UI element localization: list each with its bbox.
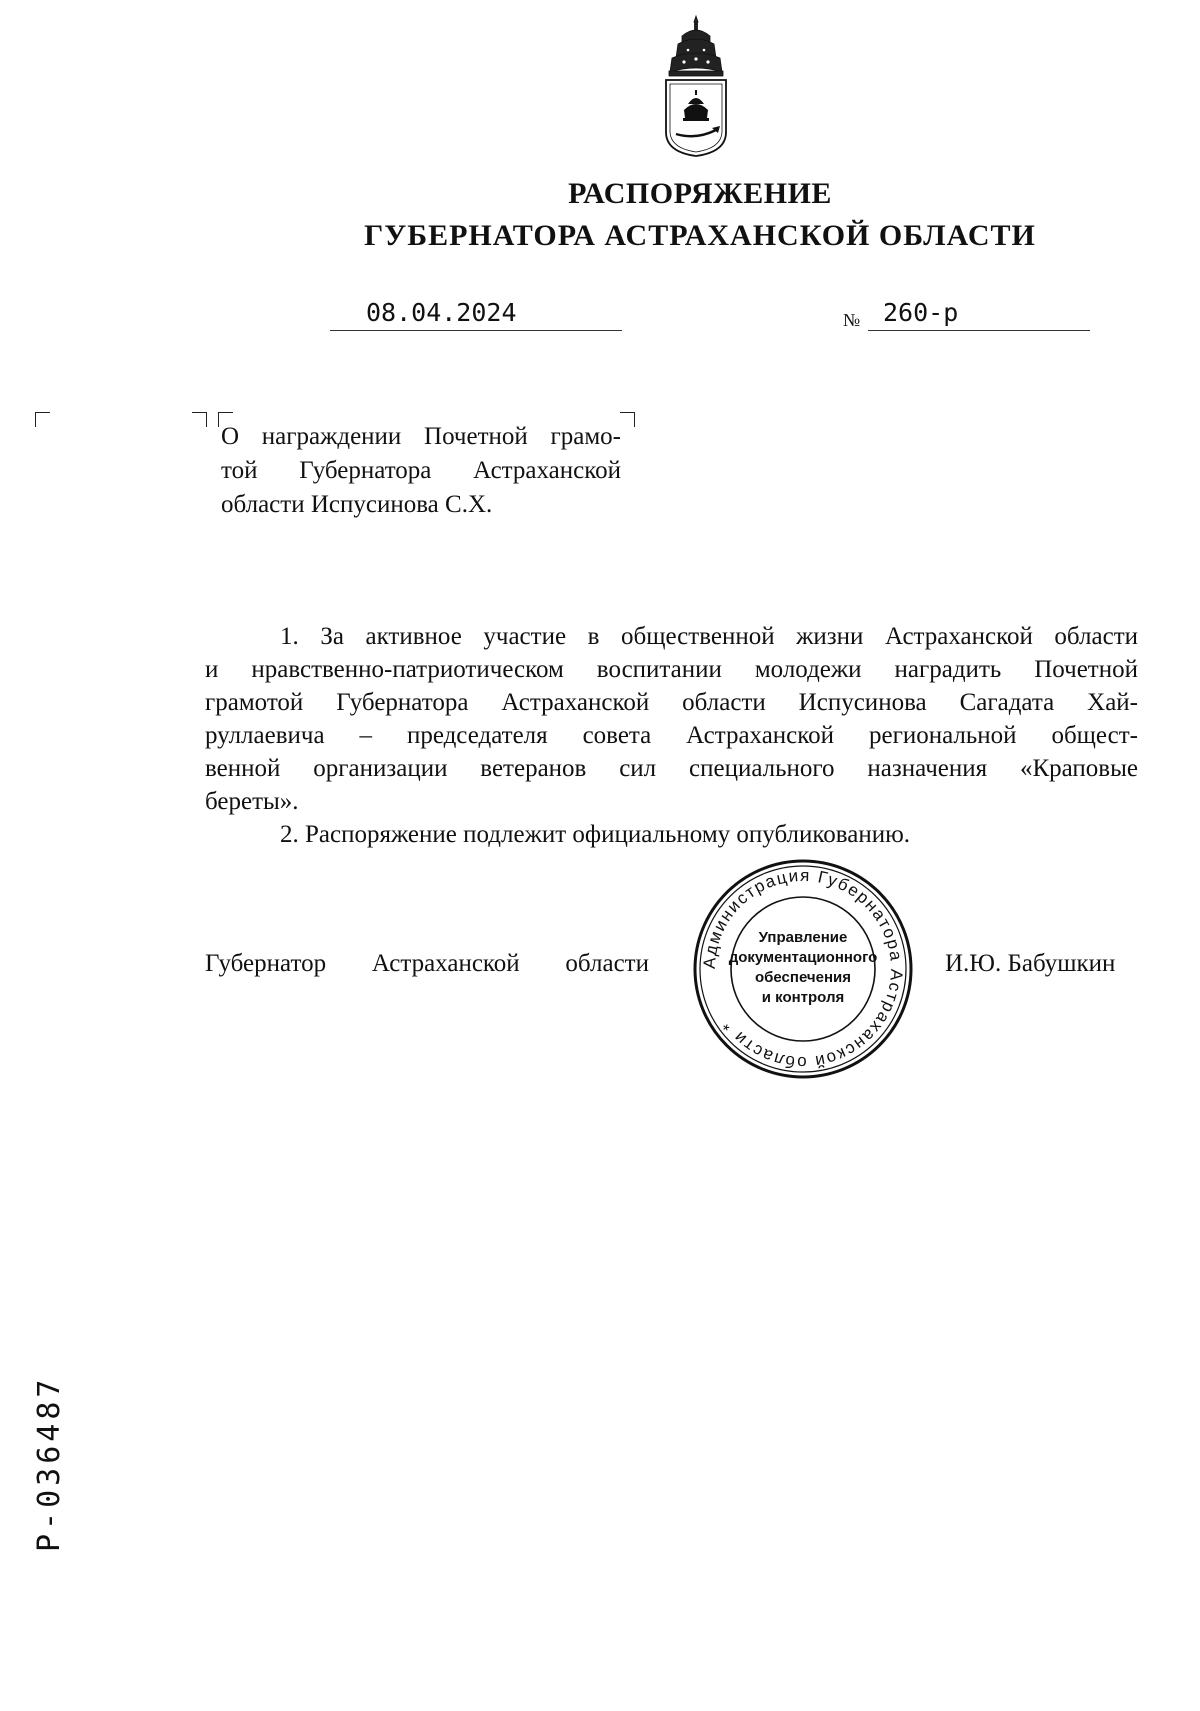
subject-line: той Губернатора Астраханской <box>221 457 621 484</box>
body-line: 2. Распоряжение подлежит официальному опубликованию. <box>280 821 911 848</box>
document-issuer: ГУБЕРНАТОРА АСТРАХАНСКОЙ ОБЛАСТИ <box>364 219 1036 252</box>
body-line: руллаевича – председателя совета Астраханской региональной общест- <box>205 722 1138 749</box>
svg-text:и контроля: и контроля <box>761 989 845 1006</box>
subject-line: области Испусинова С.Х. <box>221 491 493 518</box>
svg-text:документационного: документационного <box>728 949 878 966</box>
corner-mark-right <box>620 412 635 427</box>
body-line: венной организации ветеранов сил специального назначения «Краповые <box>205 755 1138 782</box>
coat-of-arms-icon <box>660 14 732 159</box>
signature-name: И.Ю. Бабушкин <box>945 950 1116 977</box>
signature-title: Губернатор Астраханской области <box>205 950 649 977</box>
body-line: береты». <box>205 788 299 815</box>
document-title: РАСПОРЯЖЕНИЕ <box>568 177 832 210</box>
number-sign: № <box>843 310 861 330</box>
body-line: 1. За активное участие в общественной жизни Астраханской области <box>280 623 1138 650</box>
document-body <box>205 620 1138 851</box>
svg-text:обеспечения: обеспечения <box>754 969 852 986</box>
number-underline <box>868 330 1090 331</box>
official-seal-stamp <box>692 858 914 1080</box>
body-line: и нравственно-патриотическом воспитании молодежи наградить Почетной <box>205 656 1138 683</box>
date-underline <box>330 330 622 331</box>
svg-text:Управление: Управление <box>758 929 848 946</box>
corner-mark <box>192 412 207 427</box>
body-line: грамотой Губернатора Астраханской области Испусинова Сагадата Хай- <box>205 689 1138 716</box>
serial-number-text: Р-036487 <box>32 1375 67 1552</box>
document-date: 08.04.2024 <box>366 298 517 327</box>
document-subject <box>221 420 621 522</box>
subject-line: О награждении Почетной грамо- <box>221 423 621 450</box>
corner-mark-left <box>35 412 50 427</box>
svg-text:Администрация Губернатора Астр: Администрация Губернатора Астраханской области * <box>699 865 907 1073</box>
document-number: 260-р <box>883 298 959 327</box>
